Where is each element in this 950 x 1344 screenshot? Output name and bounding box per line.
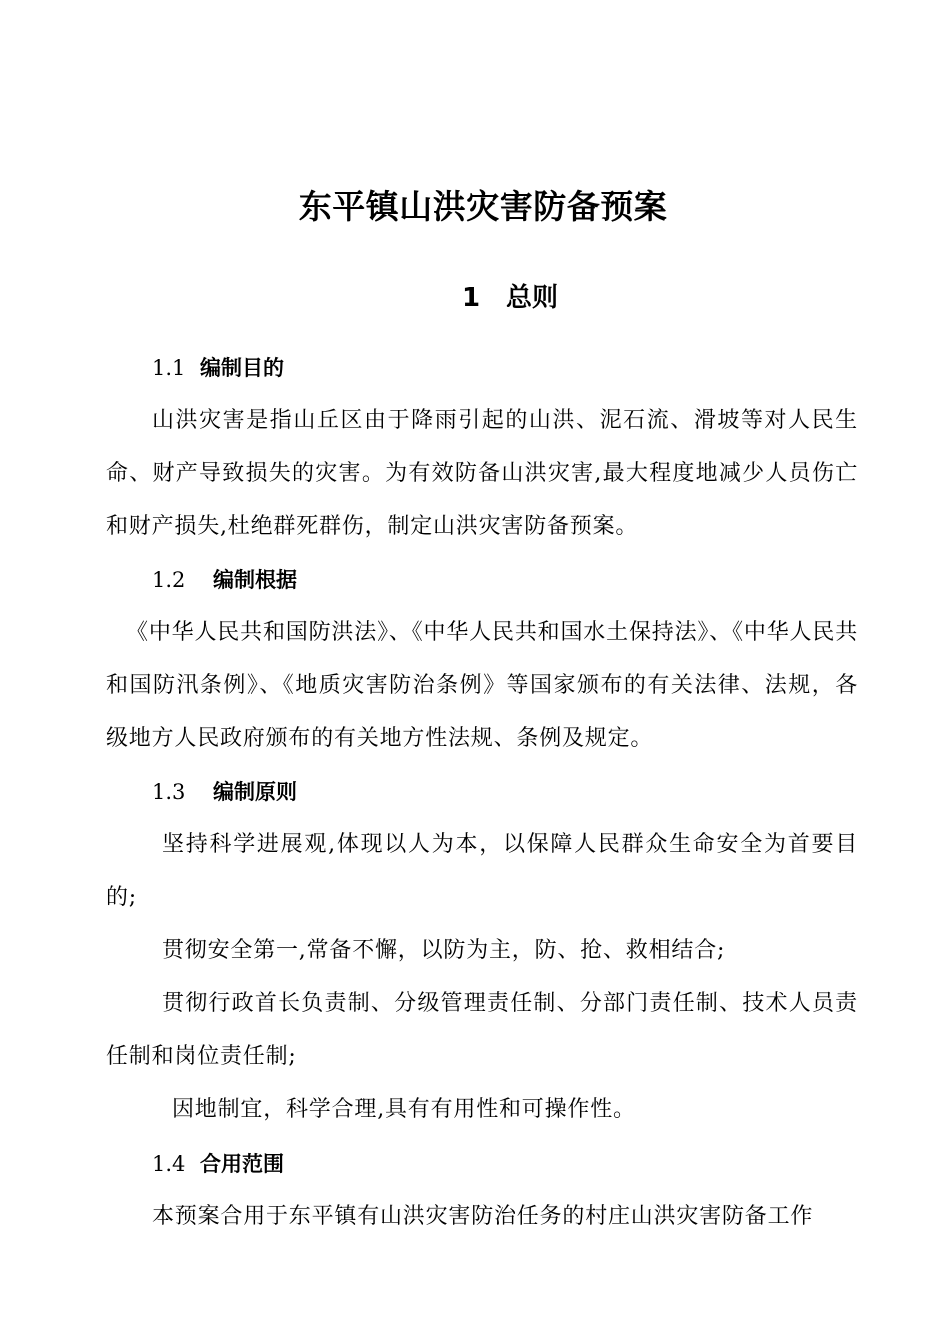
section-heading-1-2 xyxy=(152,565,297,595)
section-number: 1.3 xyxy=(152,780,186,804)
section-number: 1.4 xyxy=(152,1152,186,1176)
document-title: 东平镇山洪灾害防备预案 xyxy=(298,187,668,226)
section-number: 1.2 xyxy=(152,568,186,592)
section-1-2-paragraph-1: 《中华人民共和国防洪法》、《中华人民共和国水土保持法》、《中华人民共和国防汛条例》、《地质灾害防治条例》等国家颁布的有关法律、法规，各级地方人民政府颁布的有关地方性法规、条例及规定。 xyxy=(106,620,858,751)
section-title: 合用范围 xyxy=(200,1152,284,1176)
section-1-3-paragraph-4: 因地制宜，科学合理,具有有用性和可操作性。 xyxy=(172,1097,636,1122)
chapter-number: 1 xyxy=(462,283,481,313)
chapter-heading xyxy=(462,280,558,316)
chapter-title: 总则 xyxy=(506,283,559,313)
section-number: 1.1 xyxy=(152,356,186,380)
section-title: 编制根据 xyxy=(213,568,297,592)
section-heading-1-4 xyxy=(152,1149,284,1179)
section-1-3-paragraph-1: 坚持科学进展观,体现以人为本，以保障人民群众生命安全为首要目的; xyxy=(106,832,858,910)
section-heading-1-3 xyxy=(152,777,297,807)
section-1-3-paragraph-2: 贯彻安全第一,常备不懈，以防为主，防、抢、救相结合; xyxy=(162,938,726,963)
section-title: 编制目的 xyxy=(200,356,284,380)
section-1-3-paragraph-3: 贯彻行政首长负责制、分级管理责任制、分部门责任制、技术人员责任制和岗位责任制; xyxy=(106,991,858,1069)
section-1-1-paragraph-1: 山洪灾害是指山丘区由于降雨引起的山洪、泥石流、滑坡等对人民生命、财产导致损失的灾害。为有效防备山洪灾害,最大程度地减少人员伤亡和财产损失,杜绝群死群伤，制定山洪灾害防备预案。 xyxy=(106,408,858,539)
section-title: 编制原则 xyxy=(213,780,297,804)
section-1-4-paragraph-1: 本预案合用于东平镇有山洪灾害防治任务的村庄山洪灾害防备工作 xyxy=(152,1204,814,1229)
section-heading-1-1 xyxy=(152,353,284,383)
